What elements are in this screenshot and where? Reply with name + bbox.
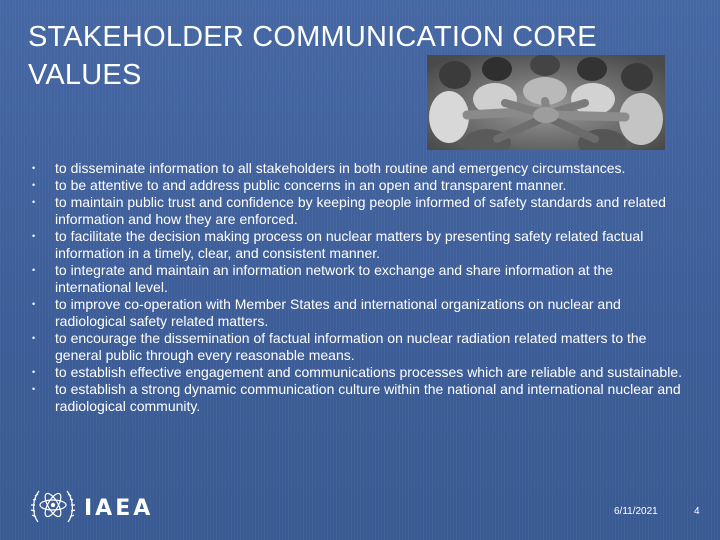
iaea-logo — [30, 484, 153, 533]
bullet-marker: • — [32, 367, 36, 377]
iaea-atom-laurel-icon — [30, 484, 76, 533]
bullet-marker: • — [32, 333, 36, 343]
bullet-text: to disseminate information to all stakeholders in both routine and emergency circumstances. — [55, 160, 626, 176]
list-item — [28, 262, 688, 296]
team-huddle-photo — [427, 55, 665, 150]
slide-title: STAKEHOLDER COMMUNICATION CORE VALUES — [28, 21, 597, 91]
bullet-marker: • — [32, 299, 36, 309]
list-item — [28, 296, 688, 330]
list-item — [28, 364, 688, 381]
bullet-text: to integrate and maintain an information network to exchange and share information at the international level. — [55, 262, 614, 295]
list-item — [28, 330, 688, 364]
bullet-marker: • — [32, 180, 36, 190]
bullet-marker: • — [32, 265, 36, 275]
bullet-text: to establish a strong dynamic communication culture within the national and international nuclear and radiological community. — [55, 381, 681, 414]
core-values-list — [28, 160, 688, 415]
list-item — [28, 228, 688, 262]
list-item — [28, 381, 688, 415]
bullet-text: to encourage the dissemination of factual information on nuclear radiation related matters to the general public through every reasonable means. — [55, 330, 647, 363]
bullet-text: to maintain public trust and confidence by keeping people informed of safety standards and related information and how they are enforced. — [55, 194, 666, 227]
logo-text: IAEA — [84, 496, 154, 521]
bullet-text: to facilitate the decision making process on nuclear matters by presenting safety related factual information in a timely, clear, and consistent manner. — [55, 228, 644, 261]
bullet-marker: • — [32, 163, 36, 173]
page-number: 4 — [694, 506, 700, 517]
list-item — [28, 160, 688, 177]
bullet-text: to be attentive to and address public concerns in an open and transparent manner. — [55, 177, 567, 193]
bullet-marker: • — [32, 231, 36, 241]
bullet-marker: • — [32, 384, 36, 394]
bullet-text: to improve co-operation with Member States and international organizations on nuclear and radiological safety related matters. — [55, 296, 621, 329]
bullet-text: to establish effective engagement and communications processes which are reliable and sustainable. — [55, 364, 682, 380]
list-item — [28, 194, 688, 228]
footer-date: 6/11/2021 — [614, 506, 658, 517]
bullet-marker: • — [32, 197, 36, 207]
list-item — [28, 177, 688, 194]
